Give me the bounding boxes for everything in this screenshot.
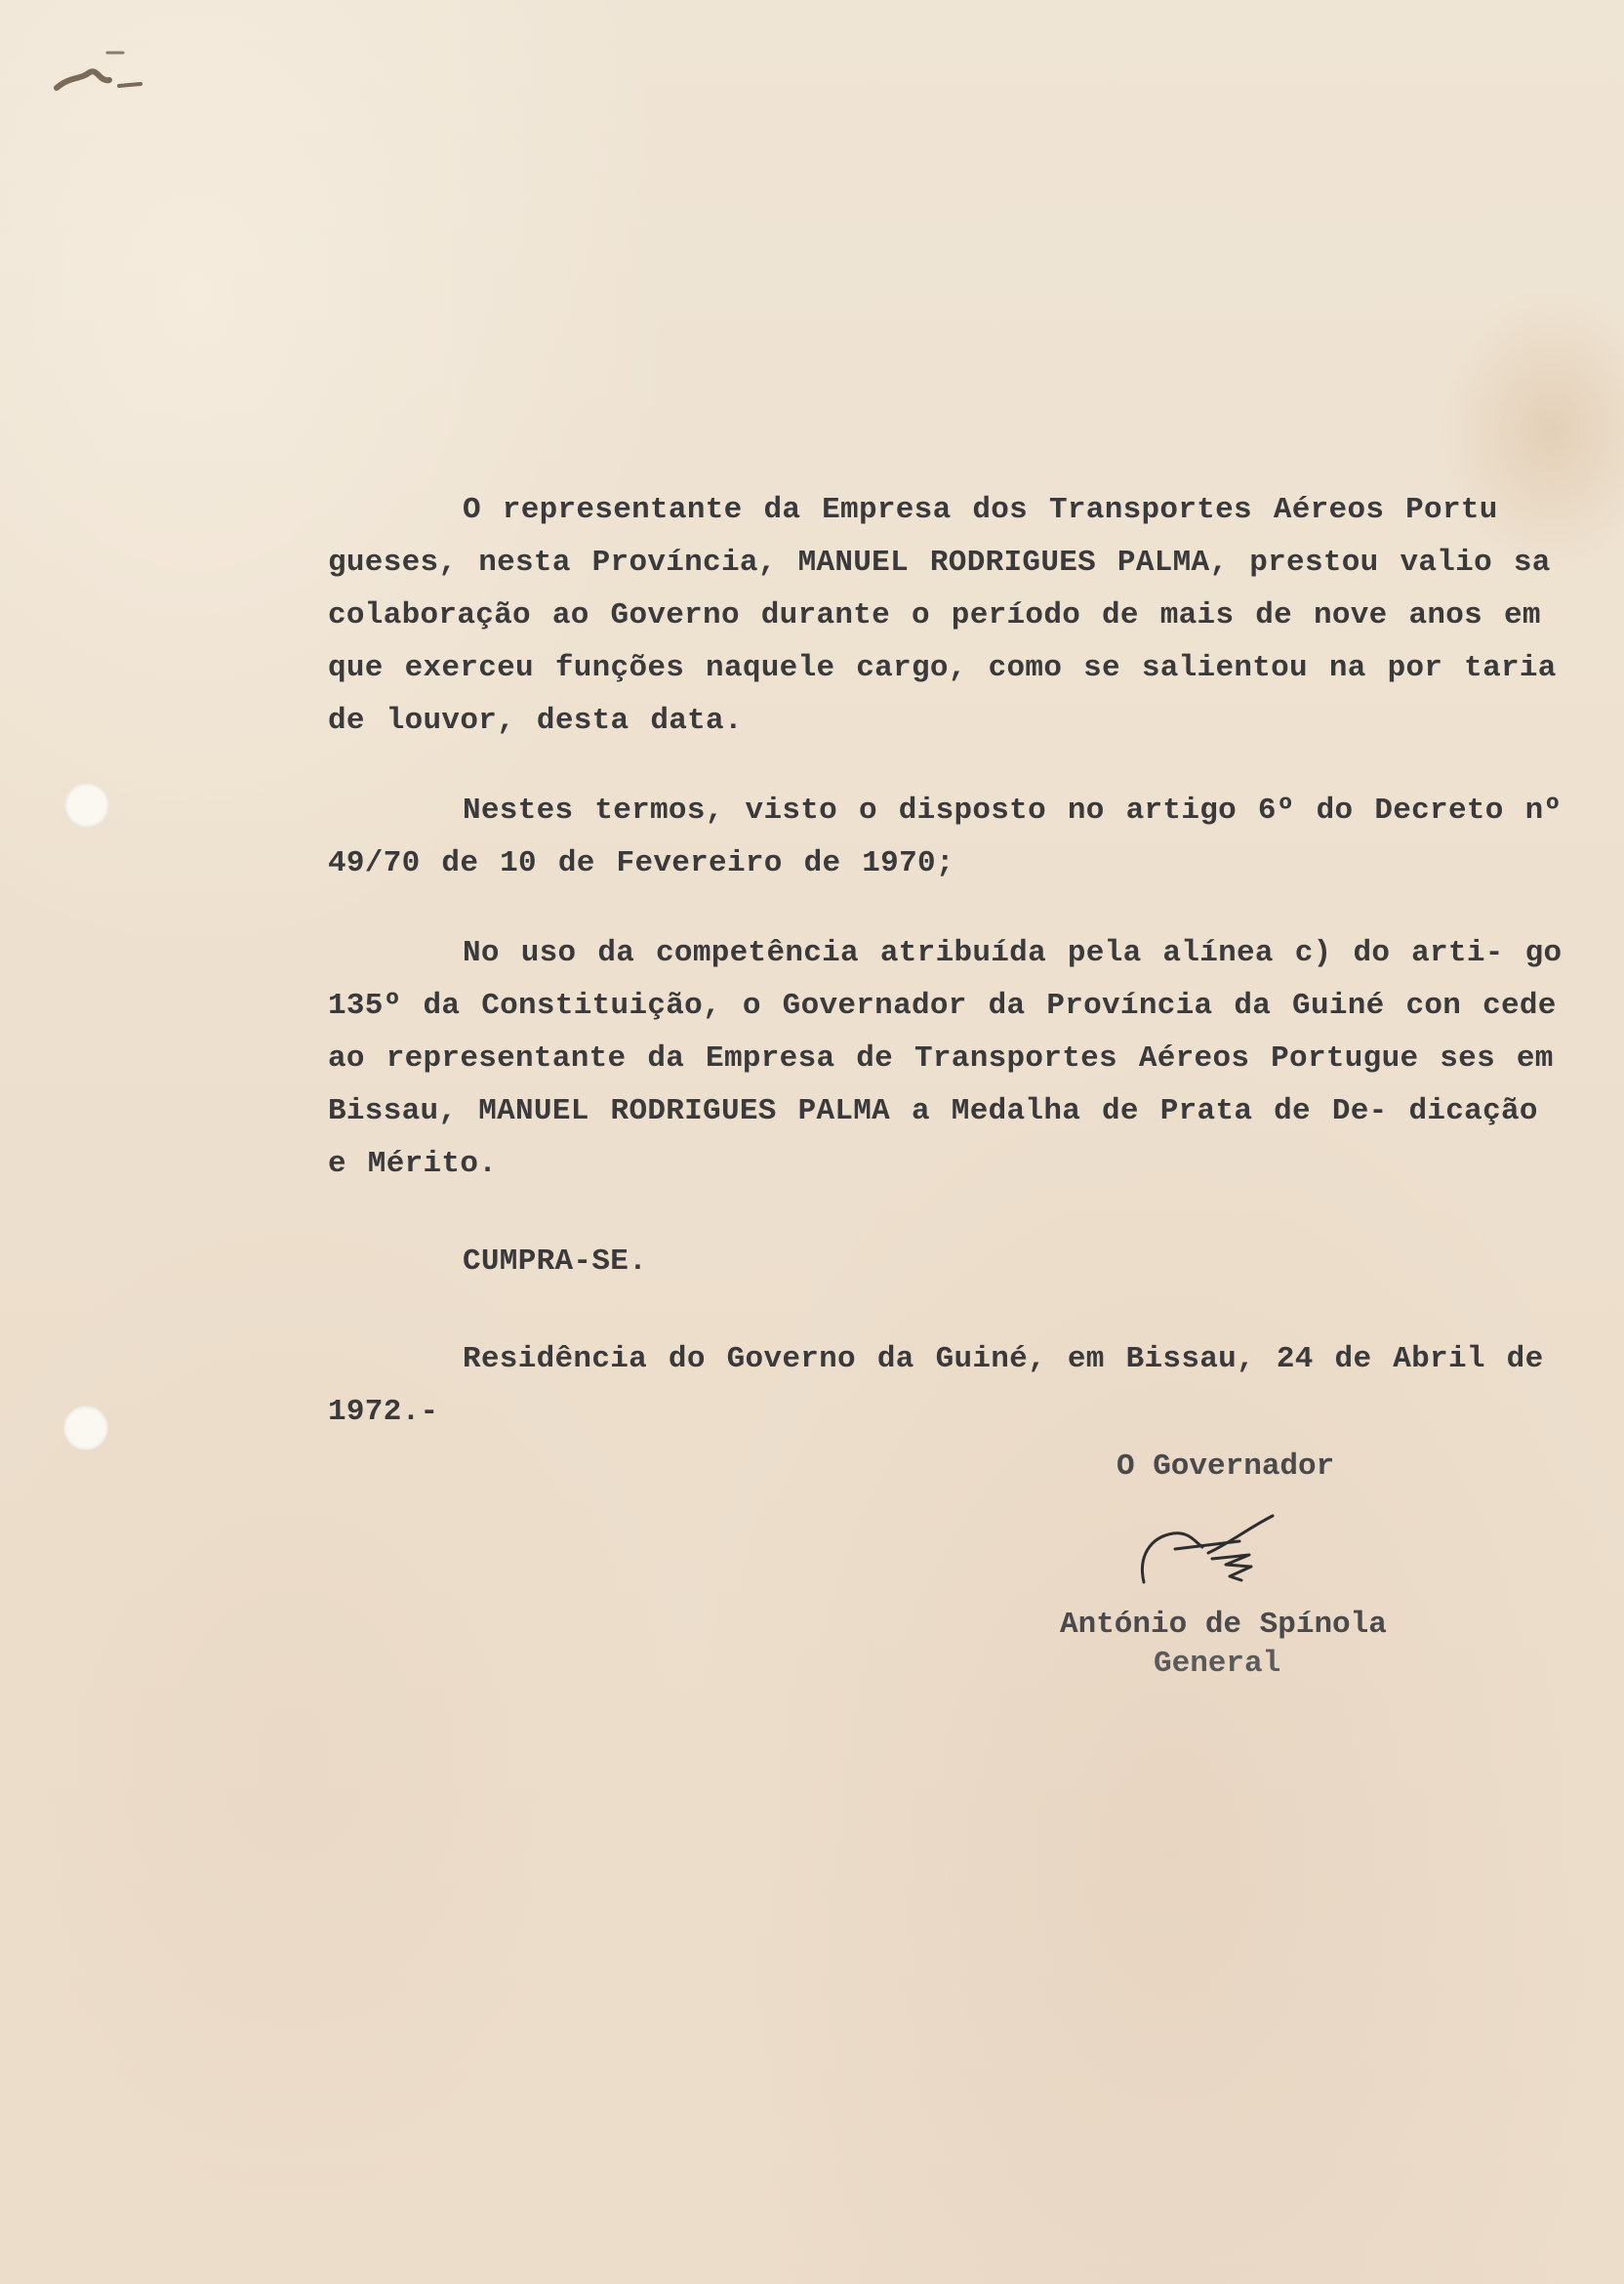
paragraph-place-date: Residência do Governo da Guiné, em Bissau, 24 de Abril de 1972.-: [328, 1342, 1565, 1429]
paragraph-cumpra-se: CUMPRA-SE.: [463, 1244, 648, 1279]
punch-hole-top: [64, 783, 109, 828]
signatory-rank: General: [1154, 1647, 1281, 1681]
signatory-name: António de Spínola: [1060, 1608, 1387, 1642]
paragraph-legal-basis: Nestes termos, visto o disposto no artigo 6º do Decreto nº 49/70 de 10 de Fevereiro de 1970;: [328, 794, 1584, 880]
signature-title: O Governador: [1116, 1449, 1335, 1484]
document-body: [328, 484, 1584, 1439]
paragraph-award: No uso da competência atribuída pela alínea c) do arti- go 135º da Constituição, o Governador da Província da Guiné con cede ao representante da Empresa de Transportes Aéreos Portugue ses em Bissau, MANUEL RODRIGUES PALMA a Medalha de Prata de De- dicação e Mérito.: [328, 936, 1584, 1181]
ink-smudge-mark: [51, 47, 168, 105]
paragraph-commendation: O representante da Empresa dos Transportes Aéreos Portu gueses, nesta Província, MANUEL RODRIGUES PALMA, prestou valio sa colaboração ao Governo durante o período de mais de nove anos em que exerceu funções naquele cargo, como se salientou na por taria de louvor, desta data.: [328, 493, 1578, 738]
handwritten-signature: [1120, 1498, 1316, 1606]
punch-hole-bottom: [63, 1406, 108, 1450]
